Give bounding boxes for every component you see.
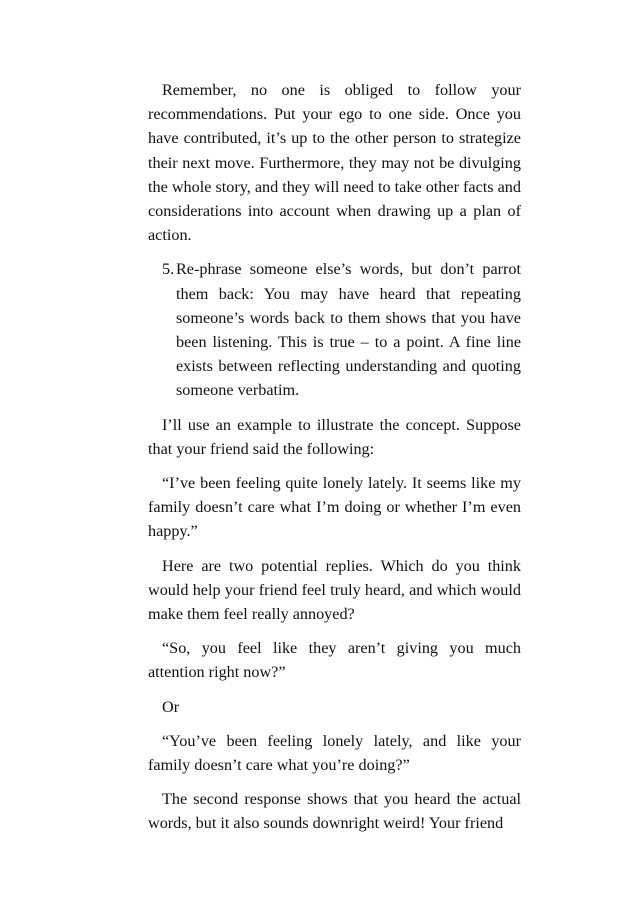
list-item-text: Re-phrase someone else’s words, but don’t parrot them back: You may have heard that repeating someone’s words back to them shows that you have been listening. This is true – to a point. A fine line exists between reflecting understanding and quoting someone verbatim. (176, 260, 521, 400)
paragraph-example-intro: I’ll use an example to illustrate the concept. Suppose that your friend said the following: (148, 415, 521, 458)
quote-reply-two: “You’ve been feeling lonely lately, and like your family doesn’t care what you’re doing?” (148, 731, 521, 775)
list-item-5 (148, 257, 521, 402)
paragraph-second-response: The second response shows that you heard the actual words, but it also sounds downright weird! Your friend (148, 790, 521, 833)
paragraph-two-replies: Here are two potential replies. Which do you think would help your friend feel truly heard, and which would make them feel really annoyed? (148, 556, 521, 624)
paragraph-or: Or (162, 697, 180, 716)
paragraph-remember: Remember, no one is obliged to follow your recommendations. Put your ego to one side. Once you have contributed, it’s up to the other person to strategize their next move. Furthermore, they may not be divulging the whole story, and they will need to take other facts and considerations into account when drawing up a plan of action. (148, 81, 521, 245)
list-number: 5. (162, 260, 175, 279)
document-page (148, 78, 521, 846)
quote-friend-statement: “I’ve been feeling quite lonely lately. It seems like my family doesn’t care what I’m doing or whether I’m even happy.” (148, 474, 521, 541)
quote-reply-one: “So, you feel like they aren’t giving you much attention right now?” (148, 639, 521, 682)
